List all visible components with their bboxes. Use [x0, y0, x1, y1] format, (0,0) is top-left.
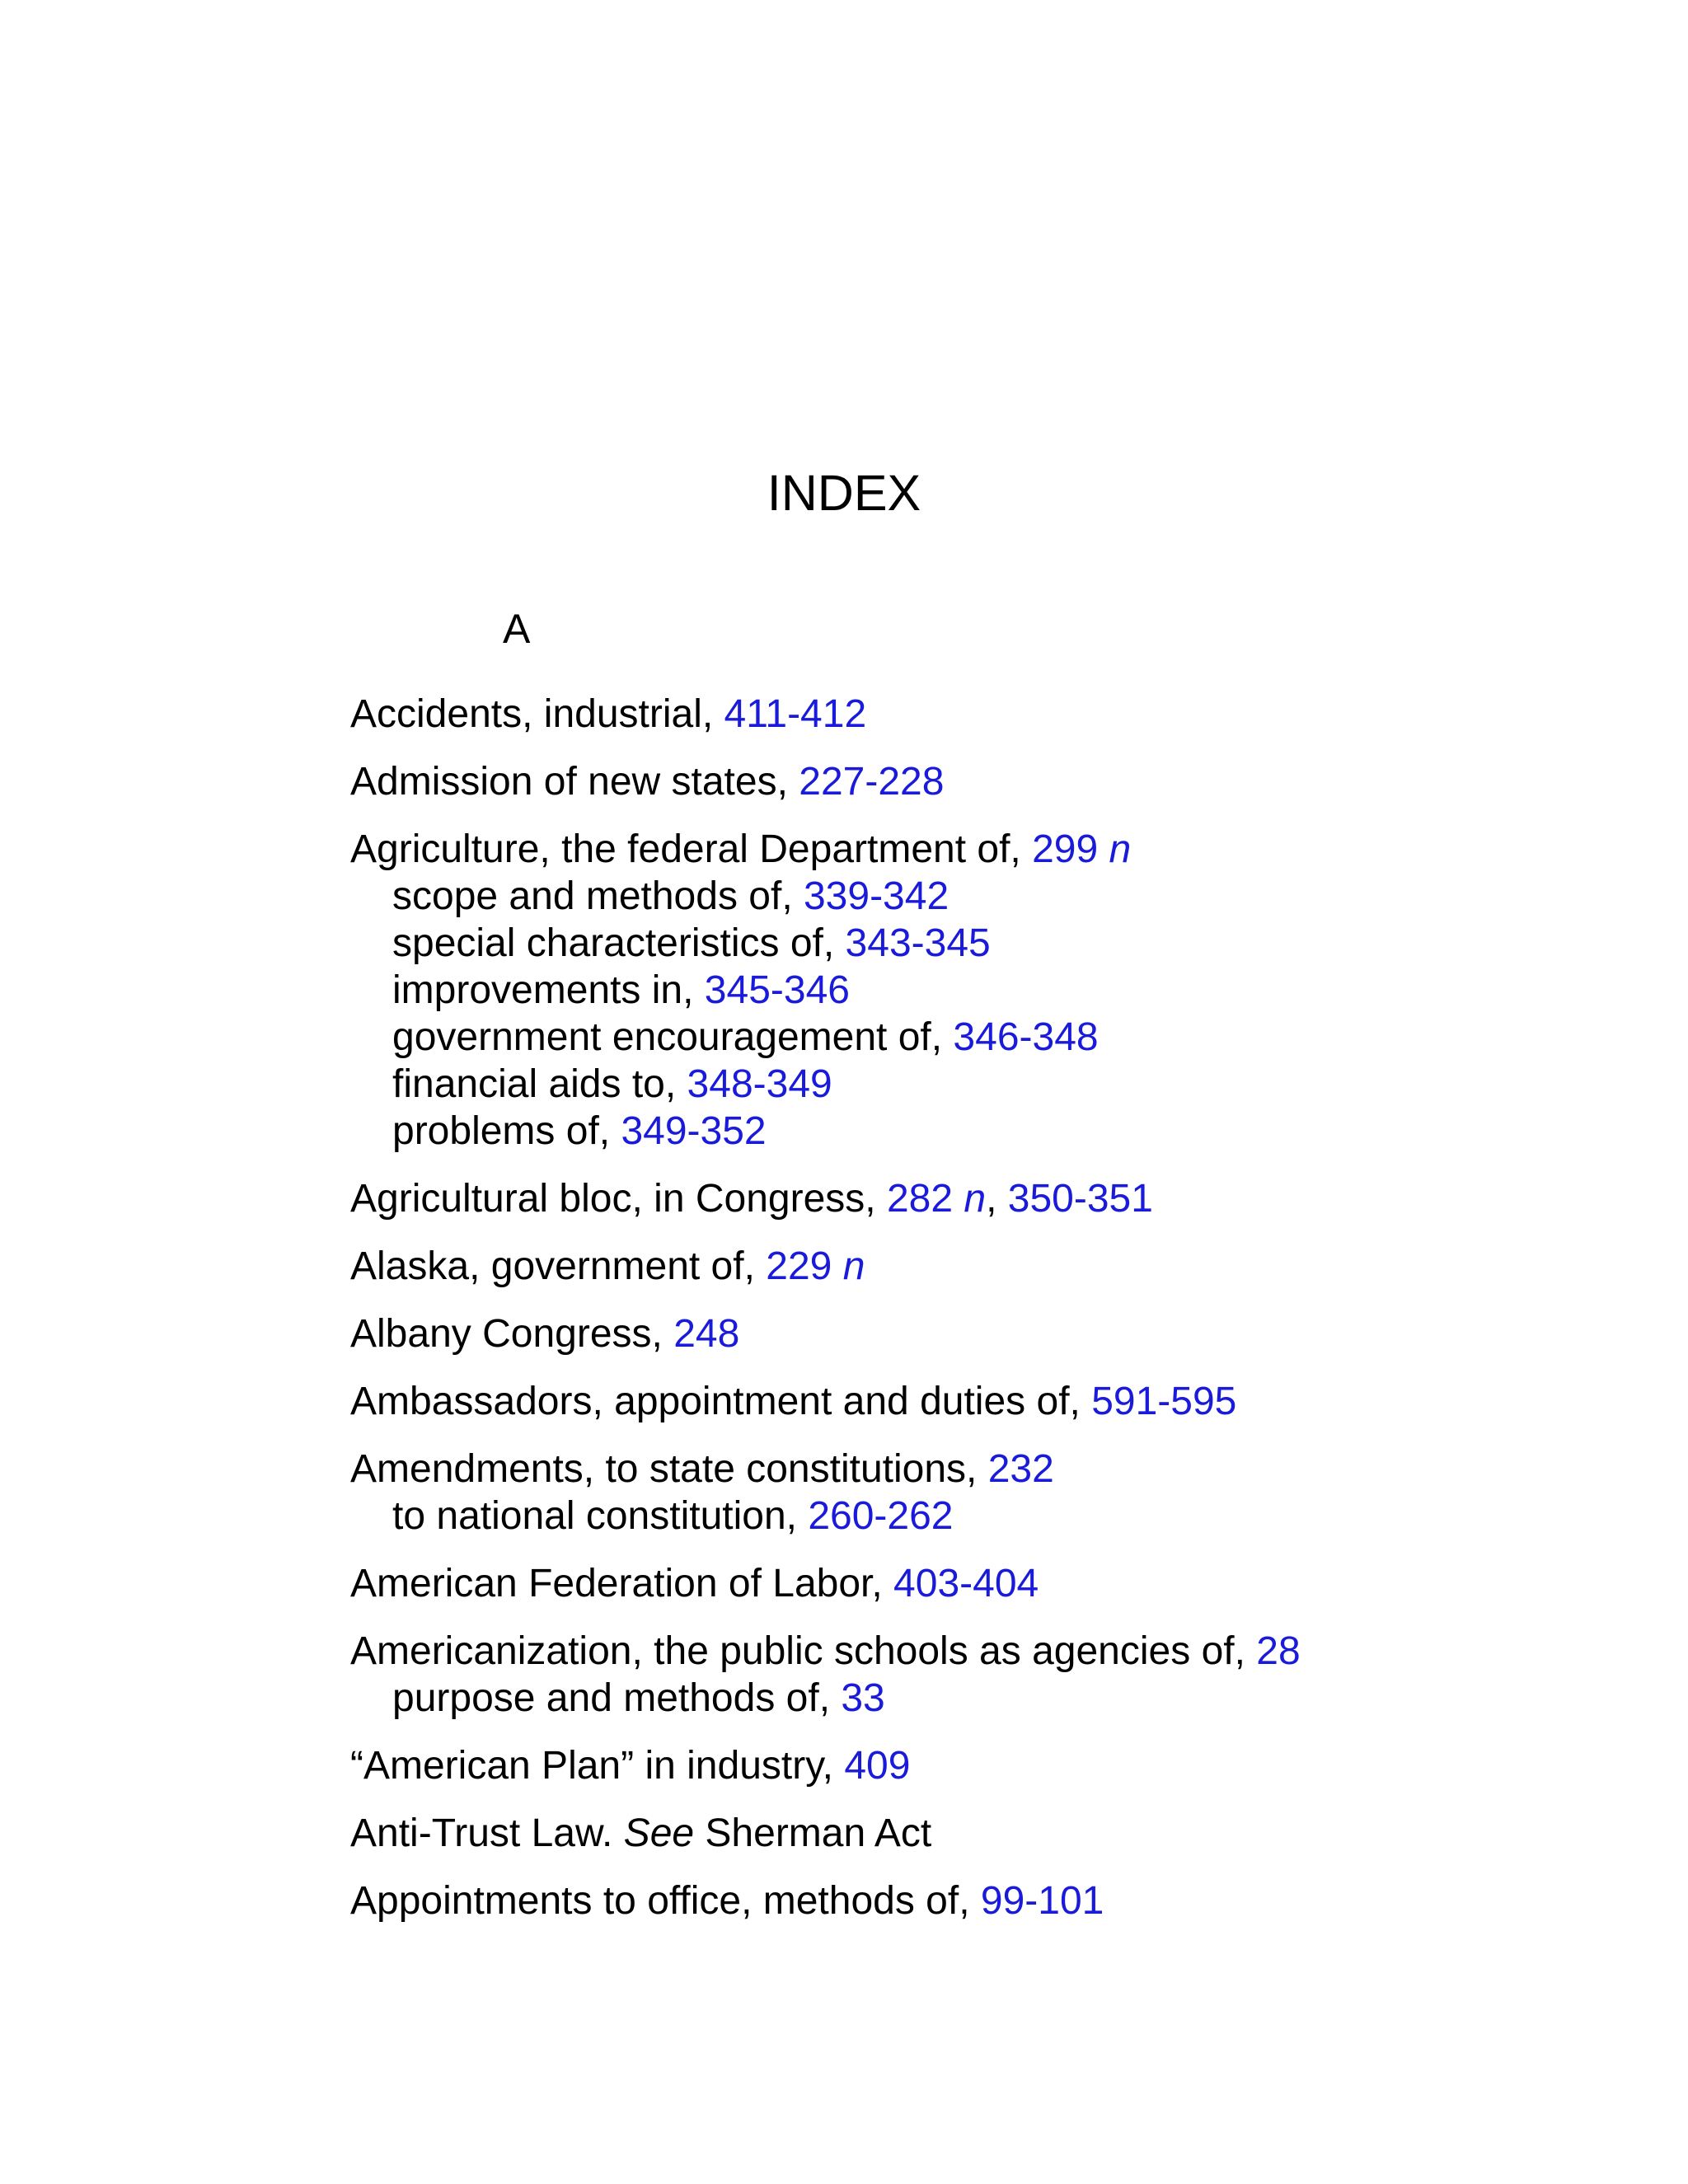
index-entry-agricultural-bloc — [350, 1175, 1587, 1222]
index-entry-alaska — [350, 1243, 1587, 1290]
index-line — [350, 826, 1587, 873]
index-subline — [350, 967, 1587, 1014]
entry-term: Appointments to office, methods of, — [350, 1879, 981, 1923]
entry-term: Admission of new states, — [350, 760, 799, 804]
entry-term: Anti-Trust Law. — [350, 1811, 624, 1855]
entry-term: Amendments, to state constitutions, — [350, 1447, 988, 1491]
entry-term: “American Plan” in industry, — [350, 1744, 845, 1788]
entry-term: Ambassadors, appointment and duties of, — [350, 1380, 1092, 1423]
page-link[interactable]: 299 — [1032, 827, 1099, 871]
index-line — [350, 1310, 1587, 1357]
index-entry-ambassadors — [350, 1378, 1587, 1425]
index-subline — [350, 1108, 1587, 1155]
index-line — [350, 1175, 1587, 1222]
entry-term: financial aids to, — [392, 1062, 687, 1106]
index-entry-afl — [350, 1560, 1587, 1607]
page-link[interactable]: 99-101 — [980, 1879, 1104, 1923]
page-link[interactable]: 33 — [841, 1676, 885, 1720]
index-entry-americanization — [350, 1628, 1587, 1722]
index-entry-anti-trust — [350, 1810, 1587, 1857]
page-link[interactable]: 403-404 — [893, 1562, 1039, 1605]
page-link[interactable]: 282 — [886, 1177, 954, 1221]
index-line — [350, 1378, 1587, 1425]
page-link[interactable]: 227-228 — [799, 760, 945, 804]
index-line — [350, 1560, 1587, 1607]
page-link[interactable]: 248 — [673, 1312, 740, 1356]
page-link[interactable]: 260-262 — [808, 1494, 954, 1538]
entry-term: improvements in, — [392, 968, 705, 1012]
index-line — [350, 1742, 1587, 1789]
index-entry-admission — [350, 758, 1587, 805]
separator: , — [986, 1177, 1008, 1221]
section-letter-heading: A — [503, 606, 531, 652]
page-link[interactable]: 409 — [844, 1744, 911, 1788]
page-link[interactable]: 349-352 — [621, 1109, 767, 1153]
see-reference: See — [623, 1811, 695, 1855]
index-line — [350, 1810, 1587, 1857]
entry-term: scope and methods of, — [392, 874, 804, 918]
page-title: INDEX — [767, 465, 921, 521]
entry-term: government encouragement of, — [392, 1015, 954, 1059]
index-entry-american-plan — [350, 1742, 1587, 1789]
page-link[interactable]: 343-345 — [845, 921, 991, 965]
entry-term: American Federation of Labor, — [350, 1562, 894, 1605]
page-link[interactable]: 232 — [987, 1447, 1054, 1491]
page-link[interactable]: 348-349 — [687, 1062, 832, 1106]
index-entry-amendments — [350, 1446, 1587, 1540]
index-entry-accidents — [350, 691, 1587, 738]
page-link[interactable]: 346-348 — [953, 1015, 1099, 1059]
entry-term: special characteristics of, — [392, 921, 846, 965]
entry-term: Agriculture, the federal Department of, — [350, 827, 1033, 871]
entry-term: Albany Congress, — [350, 1312, 674, 1356]
index-entry-appointments — [350, 1877, 1587, 1924]
index-subline — [350, 1675, 1587, 1722]
index-subline — [350, 1061, 1587, 1108]
page-link[interactable]: 591-595 — [1091, 1380, 1237, 1423]
cross-reference-target: Sherman Act — [694, 1811, 932, 1855]
index-entry-agriculture — [350, 826, 1587, 1155]
index-line — [350, 1877, 1587, 1924]
index-line — [350, 691, 1587, 738]
page-link[interactable]: 345-346 — [704, 968, 850, 1012]
entry-term: purpose and methods of, — [392, 1676, 842, 1720]
page-link[interactable]: 229 — [766, 1244, 832, 1288]
index-list — [350, 691, 1587, 1945]
entry-term: Agricultural bloc, in Congress, — [350, 1177, 887, 1221]
footnote-marker: n — [1109, 827, 1132, 871]
page-link[interactable]: 339-342 — [803, 874, 950, 918]
index-subline — [350, 920, 1587, 967]
index-line — [350, 1243, 1587, 1290]
page-link[interactable]: 350-351 — [1007, 1177, 1153, 1221]
page-link[interactable]: 411-412 — [724, 692, 867, 736]
index-line — [350, 758, 1587, 805]
index-subline — [350, 1493, 1587, 1540]
entry-term: Accidents, industrial, — [350, 692, 724, 736]
index-line — [350, 1446, 1587, 1493]
entry-term: to national constitution, — [392, 1494, 809, 1538]
entry-term: Alaska, government of, — [350, 1244, 767, 1288]
footnote-marker: n — [842, 1244, 865, 1288]
entry-term: Americanization, the public schools as agencies of, — [350, 1629, 1257, 1673]
index-line — [350, 1628, 1587, 1675]
index-entry-albany — [350, 1310, 1587, 1357]
footnote-marker: n — [964, 1177, 987, 1221]
entry-term: problems of, — [392, 1109, 621, 1153]
page-link[interactable]: 28 — [1256, 1629, 1301, 1673]
index-subline — [350, 873, 1587, 920]
index-subline — [350, 1014, 1587, 1061]
